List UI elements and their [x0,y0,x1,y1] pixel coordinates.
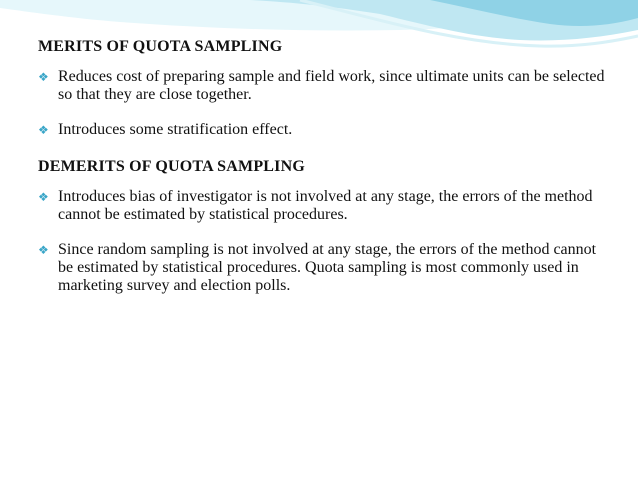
list-item [38,188,608,224]
slide-content [38,36,608,312]
demerits-heading: DEMERITS OF QUOTA SAMPLING [38,158,306,175]
merit-text: Reduces cost of preparing sample and field work, since ultimate units can be selected so that they are close together. [58,68,605,103]
demerits-list [38,188,608,295]
merits-list [38,68,608,139]
list-item [38,68,608,104]
demerit-text: Since random sampling is not involved at any stage, the errors of the method cannot be estimated by statistical procedures. Quota sampling is most commonly used in marketing survey and election polls. [58,241,597,294]
diamond-bullet-icon: ❖ [38,190,49,204]
diamond-bullet-icon: ❖ [38,70,49,84]
merits-heading: MERITS OF QUOTA SAMPLING [38,38,283,55]
list-item [38,241,608,295]
merit-text: Introduces some stratification effect. [58,121,293,138]
diamond-bullet-icon: ❖ [38,123,49,137]
list-item [38,121,608,139]
diamond-bullet-icon: ❖ [38,243,49,257]
demerit-text: Introduces bias of investigator is not involved at any stage, the errors of the method cannot be estimated by statistical procedures. [58,188,593,223]
